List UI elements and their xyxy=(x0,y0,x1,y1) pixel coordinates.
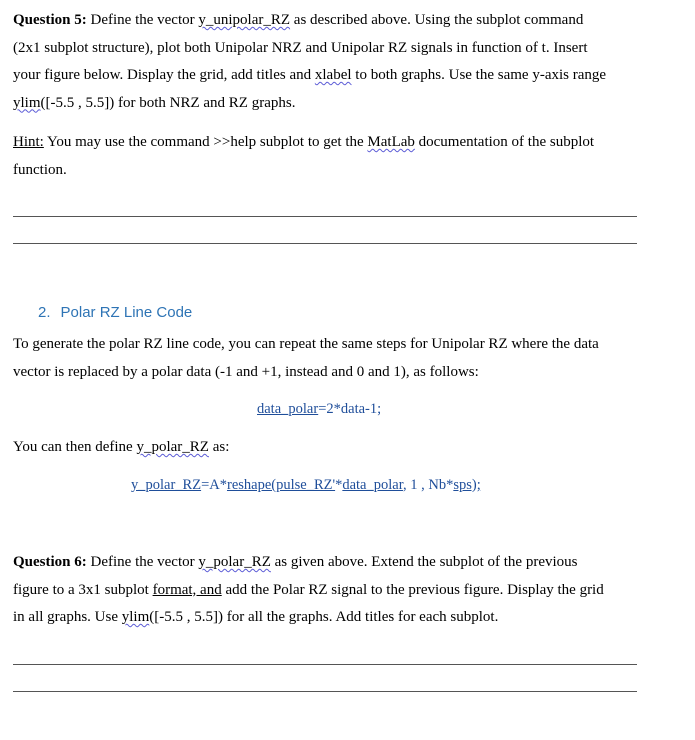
var-data-polar-arg: data_polar xyxy=(342,477,403,493)
var-y-polar-rz-code: y_polar_RZ xyxy=(131,477,202,493)
hint-line-1 xyxy=(13,129,639,157)
answer-line xyxy=(13,691,637,692)
var-ylim-q6: ylim xyxy=(121,609,150,625)
define-line xyxy=(13,434,639,462)
intro-paragraph xyxy=(13,331,639,386)
hint-label: Hint: xyxy=(13,134,44,150)
intro-line-1: To generate the polar RZ line code, you can repeat the same steps for Unipolar RZ where the data xyxy=(13,336,599,352)
question-5-line-1 xyxy=(13,7,639,35)
section-title: Polar RZ Line Code xyxy=(60,304,193,321)
text: as given above. Extend the subplot of the previous xyxy=(270,554,578,570)
var-xlabel: xlabel xyxy=(314,67,352,83)
intro-line-2: vector is replaced by a polar data (-1 and +1, instead and 0 and 1), as follows: xyxy=(13,363,479,380)
code-text: , 1 , Nb* xyxy=(402,477,454,493)
question-5-line-3 xyxy=(13,62,639,90)
format-and: format, and xyxy=(152,581,222,598)
question-5-line-4 xyxy=(13,90,639,118)
question-5 xyxy=(13,7,639,117)
question-6-label: Question 6: xyxy=(13,554,87,570)
text: add the Polar RZ signal to the previous figure. Display the grid xyxy=(221,581,604,598)
code-text: =A* xyxy=(201,477,227,493)
answer-line xyxy=(13,243,637,244)
text: as described above. Using the subplot command xyxy=(290,12,584,28)
code-data-polar xyxy=(257,401,381,418)
var-data-polar: data_polar xyxy=(257,401,319,417)
text: Define the vector xyxy=(86,12,199,28)
text: ([-5.5 , 5.5]) for both NRZ and RZ graphs. xyxy=(40,94,296,111)
answer-line xyxy=(13,216,637,217)
text: as: xyxy=(208,439,230,455)
question-6 xyxy=(13,549,639,632)
section-heading xyxy=(38,304,192,321)
answer-line xyxy=(13,664,637,665)
text: documentation of the subplot xyxy=(414,134,595,150)
code-text: =2*data-1; xyxy=(318,401,382,417)
section-number: 2. xyxy=(38,304,51,321)
var-y-polar-rz-q6: y_polar_RZ xyxy=(198,554,271,570)
text: Define the vector xyxy=(86,554,199,570)
hint xyxy=(13,129,639,184)
var-matlab: MatLab xyxy=(367,134,415,150)
question-6-line-2 xyxy=(13,577,639,605)
fn-reshape: reshape(pulse_RZ' xyxy=(226,477,336,493)
text: You can then define xyxy=(13,439,137,455)
question-6-line-3 xyxy=(13,604,639,632)
text: figure to a 3x1 subplot xyxy=(13,581,153,598)
question-5-line-2: (2x1 subplot structure), plot both Unipolar NRZ and Unipolar RZ signals in function of t. Insert xyxy=(13,39,588,56)
text: You may use the command >>help subplot to get the xyxy=(43,134,368,150)
var-ylim: ylim xyxy=(13,94,41,111)
var-y-unipolar-rz: y_unipolar_RZ xyxy=(198,12,291,28)
question-6-line-1 xyxy=(13,549,639,577)
question-5-label: Question 5: xyxy=(13,12,87,28)
text: ([-5.5 , 5.5]) for all the graphs. Add titles for each subplot. xyxy=(149,609,499,625)
var-sps: sps); xyxy=(453,477,481,493)
code-text: * xyxy=(335,477,343,493)
text: in all graphs. Use xyxy=(13,609,122,625)
text: your figure below. Display the grid, add titles and xyxy=(13,67,315,83)
code-y-polar-rz xyxy=(131,477,481,494)
hint-line-2: function. xyxy=(13,161,67,178)
text: to both graphs. Use the same y-axis range xyxy=(351,67,607,83)
var-y-polar-rz: y_polar_RZ xyxy=(136,439,209,455)
define-text xyxy=(13,434,639,462)
